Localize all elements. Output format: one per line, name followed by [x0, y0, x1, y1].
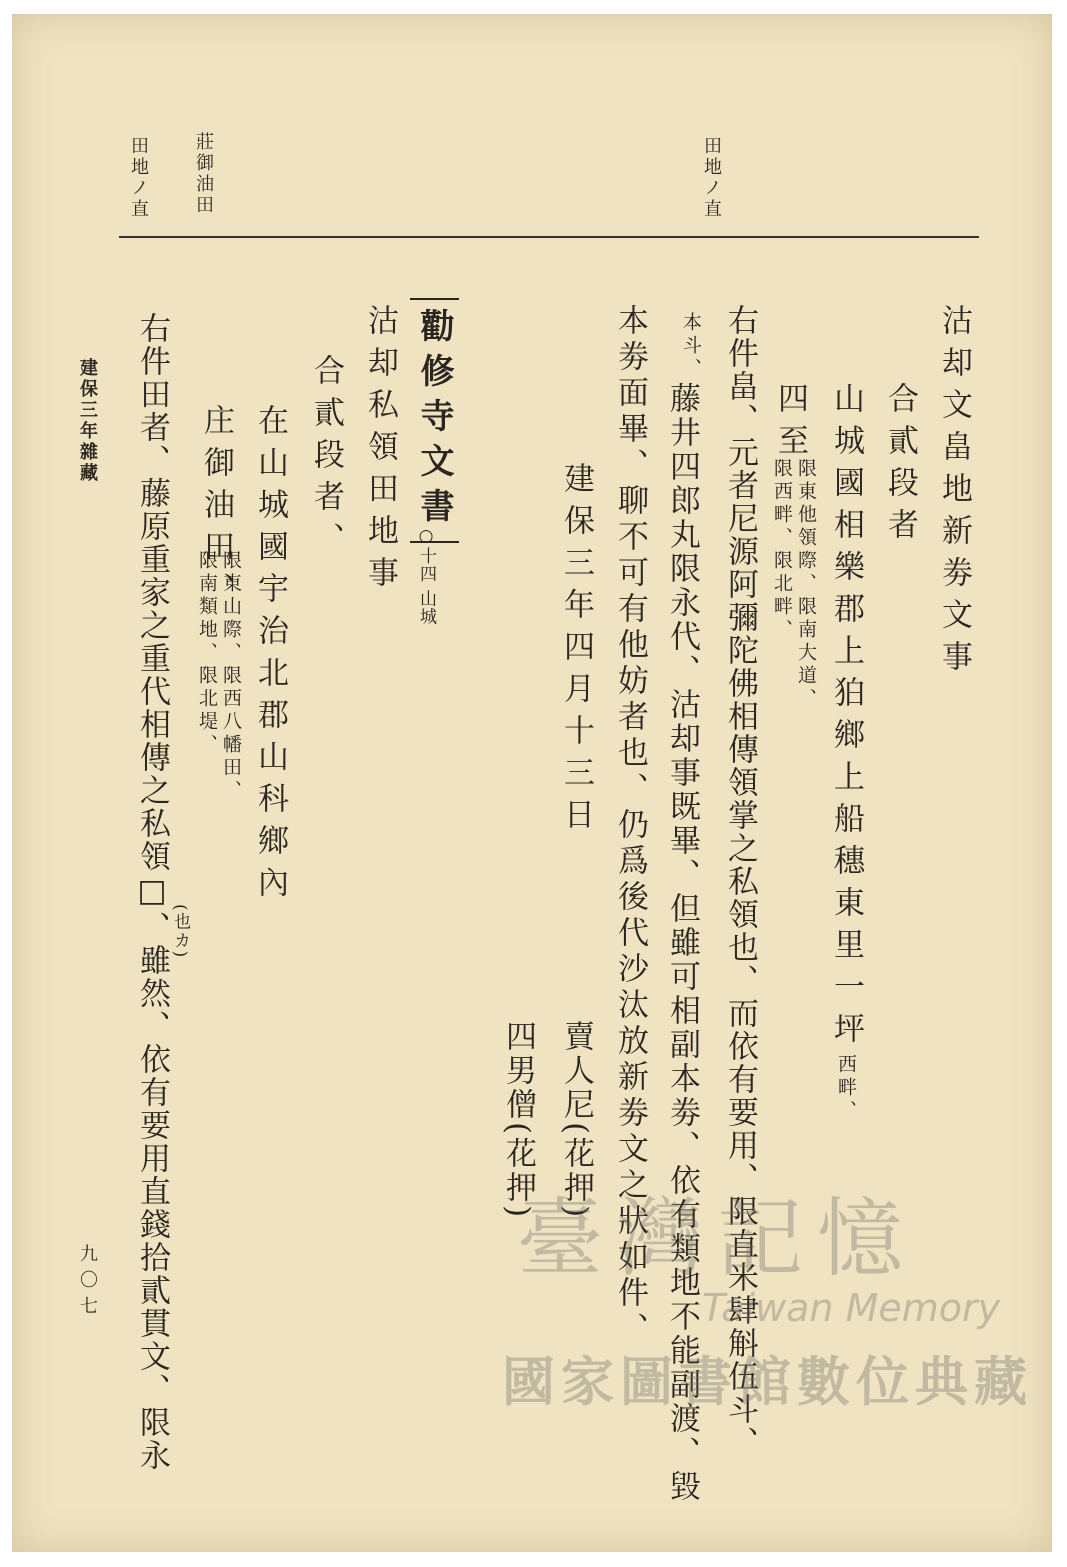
doc2-title: 沽却私領田地事	[362, 304, 398, 598]
doc1-line-1: 合貳段者	[882, 382, 918, 550]
doc1-line-3-note-a: 限東他領際、限南大道、	[795, 458, 817, 711]
doc1-line-5: 藤井四郎丸限永代、沽却事既畢、但雖可相副本劵、依有類地不能副渡、毀	[664, 382, 700, 1504]
doc1-seller: 賣人尼(花押)	[558, 1020, 594, 1221]
doc1-line-5-prefix: 本斗、	[680, 312, 702, 381]
doc2-line-3-prefix: 庄御油田、	[198, 404, 234, 614]
doc1-line-4: 右件畠、元者尼源阿彌陀佛相傳領掌之私領也、而依有要用、限直米肆斛伍斗、	[722, 304, 758, 1459]
doc1-line-3-note-b: 限西畔、限北畔、	[771, 458, 793, 642]
page-number: 九〇七	[77, 1244, 98, 1322]
running-head-right: 田地ノ直	[701, 136, 722, 220]
doc1-seller-2: 四男僧(花押)	[500, 1020, 536, 1221]
doc1-line-2-note: 西畔、	[835, 1054, 857, 1123]
side-note-place: 莊御油田	[193, 132, 214, 216]
doc2-line-3-note-a: 限東山際、限西八幡田、	[220, 550, 242, 803]
doc1-date: 建保三年四月十三日	[558, 462, 594, 840]
doc1-line-3-prefix: 四至	[772, 382, 808, 466]
doc2-line-3-note-b: 限南類地、限北堤、	[196, 550, 218, 757]
doc2-line-2: 在山城國宇治北郡山科鄉內	[252, 404, 288, 908]
doc1-line-6: 本劵面畢、聊不可有他妨者也、仍爲後代沙汰放新劵文之狀如件、	[612, 304, 648, 1348]
watermark-english: Taiwan Memory	[702, 1286, 1001, 1330]
watermark-chinese: 臺灣記憶	[517, 1189, 917, 1289]
doc2-heading: 勸修寺文書	[410, 298, 459, 543]
doc1-title: 沽却文畠地新劵文事	[936, 304, 972, 682]
doc1-line-2	[824, 382, 869, 1123]
doc1-line-2-text: 山城國相樂郡上狛鄉上船穗東里一坪	[828, 382, 864, 1054]
running-title: 建保三年雜藏	[77, 358, 98, 484]
watermark-org: 國家圖書館數位典藏	[502, 1352, 1033, 1413]
document-page	[12, 14, 1052, 1552]
doc2-line-4: 右件田者、藤原重家之重代相傳之私領□、雖然、依有要用直錢拾貳貫文、限永	[134, 312, 170, 1472]
doc2-line-4-note: (也カ)	[170, 904, 190, 960]
header-rule	[119, 236, 979, 238]
side-note-price: 田地ノ直	[128, 136, 149, 220]
doc2-line-1: 合貳段者、	[308, 354, 344, 564]
doc2-heading-note: ○十四 山城	[416, 526, 436, 626]
